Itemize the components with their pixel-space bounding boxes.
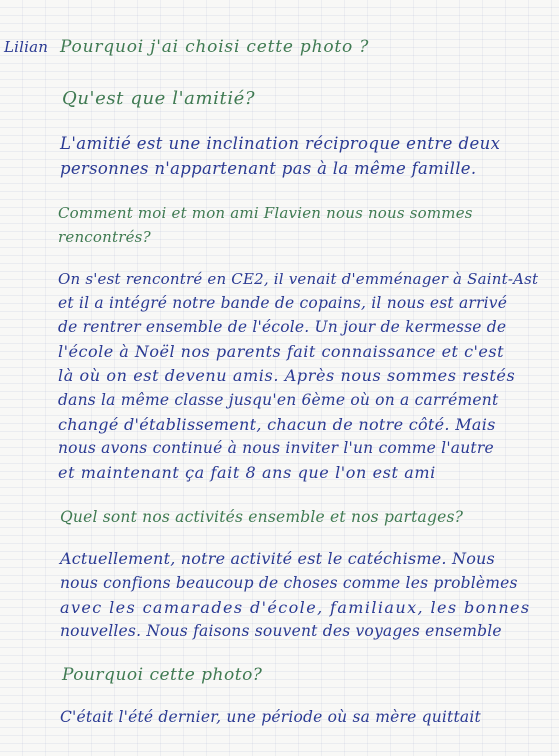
definition-line-2: personnes n'appartenant pas à la même famille.	[60, 159, 477, 178]
story-line-7: changé d'établissement, chacun de notre côté. Mais	[58, 415, 496, 434]
section-heading-friendship: Qu'est que l'amitié?	[62, 88, 256, 109]
section-heading-how-we-met-1: Comment moi et mon ami Flavien nous nous sommes	[58, 204, 473, 222]
activities-line-4: nouvelles. Nous faisons souvent des voyages ensemble	[60, 622, 502, 640]
story-line-6: dans la même classe jusqu'en 6ème où on a carrément	[58, 391, 499, 409]
story-line-3: de rentrer ensemble de l'école. Un jour de kermesse de	[58, 318, 507, 336]
section-heading-why-photo: Pourquoi cette photo?	[62, 665, 263, 685]
story-line-2: et il a intégré notre bande de copains, il nous est arrivé	[58, 294, 508, 312]
activities-line-1: Actuellement, notre activité est le catéchisme. Nous	[60, 549, 495, 568]
story-line-1: On s'est rencontré en CE2, il venait d'emménager à Saint-Ast	[58, 270, 539, 288]
story-line-8: nous avons continué à nous inviter l'un comme l'autre	[58, 439, 494, 457]
story-line-9: et maintenant ça fait 8 ans que l'on est ami	[58, 463, 436, 482]
why-photo-line-1: C'était l'été dernier, une période où sa mère quittait	[60, 708, 481, 726]
activities-line-2: nous confions beaucoup de choses comme les problèmes	[60, 574, 518, 592]
title-question: Pourquoi j'ai choisi cette photo ?	[60, 37, 370, 57]
author-name: Lilian	[4, 38, 49, 56]
story-line-4: l'école à Noël nos parents fait connaissance et c'est	[58, 342, 505, 361]
story-line-5: là où on est devenu amis. Après nous sommes restés	[58, 366, 516, 385]
activities-line-3: avec les camarades d'école, familiaux, les bonnes	[60, 598, 531, 617]
section-heading-how-we-met-2: rencontrés?	[58, 228, 151, 246]
section-heading-activities: Quel sont nos activités ensemble et nos partages?	[60, 508, 464, 526]
definition-line-1: L'amitié est une inclination réciproque entre deux	[60, 134, 501, 153]
